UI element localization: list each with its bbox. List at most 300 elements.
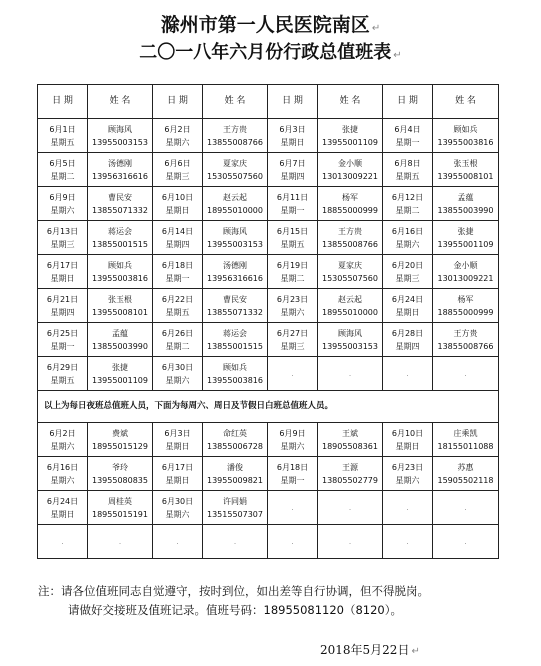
name-cell bbox=[318, 289, 383, 323]
date-text: 6月9日 bbox=[279, 428, 306, 438]
phone-number: 13855003990 bbox=[92, 341, 148, 351]
phone-number: 13855008766 bbox=[207, 137, 263, 147]
person-name: 杨军 bbox=[457, 294, 474, 304]
date-text: 6月26日 bbox=[161, 328, 194, 338]
table-row bbox=[38, 255, 499, 289]
weekday-text: 星期五 bbox=[50, 137, 75, 147]
person-name: 苏惠 bbox=[457, 462, 474, 472]
name-cell bbox=[88, 357, 153, 391]
date-text: 6月15日 bbox=[276, 226, 309, 236]
date-text: 6月23日 bbox=[276, 294, 309, 304]
name-cell bbox=[318, 423, 383, 457]
date-text: 6月17日 bbox=[46, 260, 79, 270]
weekday-text: 星期日 bbox=[395, 307, 420, 317]
date-text: 6月21日 bbox=[46, 294, 79, 304]
date-cell bbox=[38, 491, 88, 525]
footnote bbox=[38, 582, 429, 620]
person-name: 顾海风 bbox=[223, 226, 247, 236]
date-cell bbox=[268, 255, 318, 289]
empty-mark: . bbox=[291, 503, 294, 512]
person-name: 金小顺 bbox=[453, 260, 478, 270]
date-cell bbox=[153, 423, 203, 457]
phone-number: 13955003153 bbox=[207, 239, 263, 249]
empty-mark: . bbox=[406, 503, 409, 512]
name-cell bbox=[433, 153, 499, 187]
person-name: 王方贵 bbox=[453, 328, 478, 338]
name-cell bbox=[318, 323, 383, 357]
name-cell bbox=[318, 187, 383, 221]
date-text: 6月23日 bbox=[391, 462, 424, 472]
date-text: 6月2日 bbox=[164, 124, 191, 134]
date-cell bbox=[153, 357, 203, 391]
weekday-text: 星期五 bbox=[395, 171, 420, 181]
phone-number: 13955003816 bbox=[207, 375, 263, 385]
name-cell bbox=[88, 255, 153, 289]
person-name: 许同娟 bbox=[223, 496, 247, 506]
phone-number: 13955001109 bbox=[92, 375, 148, 385]
person-name: 潘俊 bbox=[227, 462, 243, 472]
weekday-text: 星期日 bbox=[50, 509, 75, 519]
weekday-text: 星期四 bbox=[165, 239, 190, 249]
person-name: 张捷 bbox=[342, 124, 358, 134]
weekday-text: 星期一 bbox=[395, 137, 420, 147]
date-cell bbox=[383, 457, 433, 491]
phone-number: 13955008101 bbox=[437, 171, 494, 181]
phone-number: 13955003816 bbox=[92, 273, 148, 283]
table-row bbox=[38, 491, 499, 525]
weekday-text: 星期二 bbox=[165, 341, 190, 351]
name-cell bbox=[318, 119, 383, 153]
date-cell bbox=[268, 221, 318, 255]
date-text: 6月27日 bbox=[276, 328, 309, 338]
table-row bbox=[38, 119, 499, 153]
person-name: 顾海风 bbox=[338, 328, 362, 338]
date-text: 6月6日 bbox=[164, 158, 191, 168]
date-cell bbox=[383, 221, 433, 255]
date-cell bbox=[38, 423, 88, 457]
empty-cell bbox=[153, 525, 203, 559]
weekday-text: 星期二 bbox=[280, 273, 305, 283]
empty-cell bbox=[268, 357, 318, 391]
header-date: 日 期 bbox=[383, 85, 433, 119]
phone-number: 18955010000 bbox=[322, 307, 378, 317]
date-cell bbox=[153, 221, 203, 255]
table-header-row bbox=[38, 85, 499, 119]
person-name: 顾如兵 bbox=[108, 260, 132, 270]
person-name: 王方贵 bbox=[338, 226, 362, 236]
weekday-text: 星期六 bbox=[280, 307, 305, 317]
person-name: 王源 bbox=[342, 462, 358, 472]
table-row bbox=[38, 187, 499, 221]
phone-number: 13956316616 bbox=[92, 171, 148, 181]
date-cell bbox=[153, 153, 203, 187]
name-cell bbox=[88, 119, 153, 153]
empty-mark: . bbox=[233, 537, 237, 546]
header-name: 姓 名 bbox=[88, 85, 153, 119]
weekday-text: 星期六 bbox=[50, 205, 75, 215]
empty-mark: . bbox=[348, 537, 352, 546]
weekday-text: 星期二 bbox=[50, 171, 75, 181]
date-cell bbox=[153, 457, 203, 491]
empty-cell bbox=[433, 357, 499, 391]
date-cell bbox=[268, 153, 318, 187]
name-cell bbox=[203, 491, 268, 525]
date-text: 6月24日 bbox=[46, 496, 79, 506]
date-cell bbox=[268, 457, 318, 491]
date-cell bbox=[38, 187, 88, 221]
date-cell bbox=[38, 289, 88, 323]
person-name: 顾如兵 bbox=[453, 124, 478, 134]
weekday-text: 星期六 bbox=[165, 375, 190, 385]
name-cell bbox=[203, 153, 268, 187]
weekday-text: 星期一 bbox=[50, 341, 75, 351]
weekday-text: 星期一 bbox=[280, 475, 305, 485]
date-text: 6月2日 bbox=[49, 428, 76, 438]
weekday-text: 星期五 bbox=[280, 239, 305, 249]
duty-table bbox=[37, 84, 499, 559]
empty-cell bbox=[318, 491, 383, 525]
date-cell bbox=[383, 289, 433, 323]
date-cell bbox=[153, 491, 203, 525]
date-cell bbox=[383, 255, 433, 289]
table-row bbox=[38, 289, 499, 323]
date-cell bbox=[38, 357, 88, 391]
phone-number: 18955015129 bbox=[92, 441, 148, 451]
empty-mark: . bbox=[291, 369, 294, 378]
weekday-text: 星期日 bbox=[165, 441, 190, 451]
phone-number: 18955010000 bbox=[207, 205, 263, 215]
phone-number: 15305507560 bbox=[207, 171, 263, 181]
header-name: 姓 名 bbox=[203, 85, 268, 119]
phone-number: 13855003990 bbox=[437, 205, 494, 215]
date-text: 6月3日 bbox=[164, 428, 191, 438]
weekday-text: 星期六 bbox=[395, 475, 420, 485]
name-cell bbox=[433, 221, 499, 255]
header-date: 日 期 bbox=[38, 85, 88, 119]
table-row bbox=[38, 357, 499, 391]
name-cell bbox=[433, 423, 499, 457]
person-name: 孟蕴 bbox=[457, 192, 474, 202]
person-name: 曹民安 bbox=[108, 192, 132, 202]
name-cell bbox=[318, 255, 383, 289]
phone-number: 13955080835 bbox=[92, 475, 148, 485]
person-name: 爷玲 bbox=[112, 462, 128, 472]
date-text: 6月3日 bbox=[279, 124, 306, 134]
weekday-text: 星期六 bbox=[280, 441, 305, 451]
empty-cell bbox=[268, 491, 318, 525]
table-row bbox=[38, 153, 499, 187]
name-cell bbox=[318, 221, 383, 255]
date-cell bbox=[153, 289, 203, 323]
name-cell bbox=[203, 255, 268, 289]
header-name: 姓 名 bbox=[433, 85, 499, 119]
empty-mark: . bbox=[406, 369, 409, 378]
phone-number: 13855071332 bbox=[92, 205, 148, 215]
weekday-text: 星期三 bbox=[50, 239, 75, 249]
weekday-text: 星期四 bbox=[280, 171, 305, 181]
empty-cell bbox=[88, 525, 153, 559]
person-name: 孟蕴 bbox=[112, 328, 128, 338]
empty-cell bbox=[383, 357, 433, 391]
weekday-text: 星期六 bbox=[50, 441, 75, 451]
person-name: 王斌 bbox=[342, 428, 358, 438]
name-cell bbox=[88, 491, 153, 525]
empty-cell bbox=[268, 525, 318, 559]
person-name: 蒋运会 bbox=[223, 328, 247, 338]
date-text: 6月29日 bbox=[46, 362, 79, 372]
empty-cell bbox=[433, 525, 499, 559]
person-name: 蒋运会 bbox=[108, 226, 132, 236]
date-text: 6月19日 bbox=[276, 260, 309, 270]
phone-number: 13855071332 bbox=[207, 307, 263, 317]
name-cell bbox=[203, 221, 268, 255]
weekday-text: 星期三 bbox=[165, 171, 190, 181]
phone-number: 13955001109 bbox=[322, 137, 378, 147]
phone-number: 15905502118 bbox=[437, 475, 494, 485]
name-cell bbox=[88, 457, 153, 491]
phone-number: 13855008766 bbox=[322, 239, 378, 249]
person-name: 张捷 bbox=[112, 362, 128, 372]
date-cell bbox=[268, 423, 318, 457]
weekday-text: 星期四 bbox=[50, 307, 75, 317]
date-cell bbox=[268, 289, 318, 323]
date-cell bbox=[38, 323, 88, 357]
phone-number: 13855001515 bbox=[207, 341, 263, 351]
date-text: 6月8日 bbox=[394, 158, 421, 168]
name-cell bbox=[88, 289, 153, 323]
phone-number: 18955015191 bbox=[92, 509, 148, 519]
empty-cell bbox=[383, 525, 433, 559]
date-cell bbox=[383, 153, 433, 187]
date-text: 6月20日 bbox=[391, 260, 424, 270]
empty-cell bbox=[433, 491, 499, 525]
name-cell bbox=[203, 423, 268, 457]
name-cell bbox=[433, 323, 499, 357]
person-name: 曹民安 bbox=[223, 294, 247, 304]
empty-mark: . bbox=[61, 537, 64, 546]
weekday-text: 星期六 bbox=[395, 239, 420, 249]
date-cell bbox=[38, 221, 88, 255]
weekday-text: 星期五 bbox=[50, 375, 75, 385]
phone-number: 13013009221 bbox=[437, 273, 494, 283]
weekday-text: 星期一 bbox=[165, 273, 190, 283]
name-cell bbox=[433, 289, 499, 323]
person-name: 夏家庆 bbox=[223, 158, 247, 168]
date-text: 6月9日 bbox=[49, 192, 76, 202]
name-cell bbox=[433, 119, 499, 153]
date-cell bbox=[153, 323, 203, 357]
weekday-text: 星期二 bbox=[395, 205, 420, 215]
weekday-text: 星期日 bbox=[280, 137, 305, 147]
name-cell bbox=[433, 187, 499, 221]
name-cell bbox=[88, 323, 153, 357]
header-date: 日 期 bbox=[268, 85, 318, 119]
footnote-line-1: 注：请各位值班同志自觉遵守，按时到位，如出差等自行协调，但不得脱岗。 bbox=[38, 584, 429, 598]
name-cell bbox=[318, 153, 383, 187]
person-name: 命红英 bbox=[223, 428, 247, 438]
person-name: 汤德刚 bbox=[108, 158, 132, 168]
person-name: 张玉根 bbox=[453, 158, 478, 168]
phone-number: 13955003153 bbox=[322, 341, 378, 351]
phone-number: 13855001515 bbox=[92, 239, 148, 249]
name-cell bbox=[88, 153, 153, 187]
date-text: 6月25日 bbox=[46, 328, 79, 338]
separator-text: 以上为每日夜班总值班人员，下面为每周六、周日及节假日白班总值班人员。 bbox=[38, 391, 499, 423]
weekday-text: 星期日 bbox=[165, 205, 190, 215]
phone-number: 13013009221 bbox=[322, 171, 378, 181]
empty-cell bbox=[318, 357, 383, 391]
document-date: 2018年5月22日 ↵ bbox=[320, 643, 420, 657]
name-cell bbox=[88, 221, 153, 255]
empty-mark: . bbox=[348, 369, 352, 378]
person-name: 夏家庆 bbox=[338, 260, 362, 270]
person-name: 赵云起 bbox=[223, 192, 247, 202]
person-name: 顾海风 bbox=[108, 124, 132, 134]
phone-number: 13515507307 bbox=[207, 509, 263, 519]
date-text: 6月1日 bbox=[49, 124, 76, 134]
date-text: 6月22日 bbox=[161, 294, 194, 304]
date-text: 6月30日 bbox=[161, 362, 194, 372]
weekday-text: 星期三 bbox=[280, 341, 305, 351]
date-cell bbox=[153, 255, 203, 289]
date-cell bbox=[383, 323, 433, 357]
name-cell bbox=[203, 323, 268, 357]
phone-number: 13955001109 bbox=[437, 239, 494, 249]
person-name: 顾如兵 bbox=[223, 362, 247, 372]
date-text: 6月11日 bbox=[276, 192, 309, 202]
name-cell bbox=[203, 289, 268, 323]
person-name: 杨军 bbox=[342, 192, 358, 202]
name-cell bbox=[203, 357, 268, 391]
phone-number: 18155011088 bbox=[437, 441, 494, 451]
date-text: 6月16日 bbox=[391, 226, 424, 236]
table-row bbox=[38, 221, 499, 255]
date-text: 6月28日 bbox=[391, 328, 424, 338]
date-text: 6月18日 bbox=[276, 462, 309, 472]
empty-mark: . bbox=[118, 537, 122, 546]
weekday-text: 星期六 bbox=[50, 475, 75, 485]
date-text: 6月10日 bbox=[391, 428, 424, 438]
date-text: 6月12日 bbox=[391, 192, 424, 202]
empty-mark: . bbox=[176, 537, 179, 546]
empty-cell bbox=[203, 525, 268, 559]
name-cell bbox=[203, 457, 268, 491]
weekday-text: 星期四 bbox=[395, 341, 420, 351]
empty-mark: . bbox=[464, 503, 467, 512]
phone-number: 13855008766 bbox=[437, 341, 494, 351]
phone-number: 18855000999 bbox=[437, 307, 494, 317]
person-name: 费斌 bbox=[112, 428, 128, 438]
date-text: 6月10日 bbox=[161, 192, 194, 202]
name-cell bbox=[203, 119, 268, 153]
phone-number: 13805502779 bbox=[322, 475, 378, 485]
footnote-line-2: 请做好交接班及值班记录。值班号码：18955081120（8120）。 bbox=[68, 603, 402, 617]
phone-number: 15305507560 bbox=[322, 273, 378, 283]
person-name: 汤德刚 bbox=[223, 260, 247, 270]
date-text: 6月16日 bbox=[46, 462, 79, 472]
empty-cell bbox=[38, 525, 88, 559]
header-name: 姓 名 bbox=[318, 85, 383, 119]
empty-mark: . bbox=[348, 503, 352, 512]
person-name: 赵云起 bbox=[338, 294, 362, 304]
name-cell bbox=[433, 255, 499, 289]
date-cell bbox=[268, 323, 318, 357]
name-cell bbox=[88, 423, 153, 457]
phone-number: 13955008101 bbox=[92, 307, 148, 317]
weekday-text: 星期一 bbox=[280, 205, 305, 215]
date-text: 6月17日 bbox=[161, 462, 194, 472]
separator-row bbox=[38, 391, 499, 423]
date-cell bbox=[383, 423, 433, 457]
empty-mark: . bbox=[291, 537, 294, 546]
weekday-text: 星期五 bbox=[165, 307, 190, 317]
empty-mark: . bbox=[406, 537, 409, 546]
person-name: 张捷 bbox=[457, 226, 474, 236]
person-name: 周桂英 bbox=[108, 496, 132, 506]
table-row bbox=[38, 323, 499, 357]
date-cell bbox=[38, 153, 88, 187]
phone-number: 13955003153 bbox=[92, 137, 148, 147]
phone-number: 13955003816 bbox=[437, 137, 494, 147]
date-cell bbox=[153, 187, 203, 221]
empty-mark: . bbox=[464, 369, 467, 378]
date-text: 6月24日 bbox=[391, 294, 424, 304]
person-name: 王方贵 bbox=[223, 124, 247, 134]
weekday-text: 星期日 bbox=[165, 475, 190, 485]
date-cell bbox=[383, 119, 433, 153]
phone-number: 13956316616 bbox=[207, 273, 263, 283]
document-subtitle: 二〇一八年六月份行政总值班表 ↵ bbox=[139, 42, 402, 63]
person-name: 庄乘凯 bbox=[453, 428, 478, 438]
date-cell bbox=[38, 255, 88, 289]
name-cell bbox=[318, 457, 383, 491]
date-text: 6月7日 bbox=[279, 158, 306, 168]
phone-number: 13955009821 bbox=[207, 475, 263, 485]
date-cell bbox=[38, 119, 88, 153]
date-cell bbox=[383, 187, 433, 221]
phone-number: 13855006728 bbox=[207, 441, 263, 451]
phone-number: 18855000999 bbox=[322, 205, 378, 215]
person-name: 金小顺 bbox=[338, 158, 362, 168]
person-name: 张玉根 bbox=[108, 294, 132, 304]
name-cell bbox=[433, 457, 499, 491]
weekday-text: 星期日 bbox=[50, 273, 75, 283]
weekday-text: 星期六 bbox=[165, 137, 190, 147]
date-text: 6月13日 bbox=[46, 226, 79, 236]
date-text: 6月5日 bbox=[49, 158, 76, 168]
name-cell bbox=[88, 187, 153, 221]
phone-number: 18905508361 bbox=[322, 441, 378, 451]
empty-cell bbox=[318, 525, 383, 559]
date-cell bbox=[153, 119, 203, 153]
date-text: 6月4日 bbox=[394, 124, 421, 134]
date-cell bbox=[38, 457, 88, 491]
weekday-text: 星期三 bbox=[395, 273, 420, 283]
name-cell bbox=[203, 187, 268, 221]
table-row bbox=[38, 423, 499, 457]
date-cell bbox=[268, 119, 318, 153]
empty-cell bbox=[383, 491, 433, 525]
table-row bbox=[38, 525, 499, 559]
empty-mark: . bbox=[464, 537, 467, 546]
header-date: 日 期 bbox=[153, 85, 203, 119]
weekday-text: 星期六 bbox=[165, 509, 190, 519]
date-text: 6月14日 bbox=[161, 226, 194, 236]
document-title: 滁州市第一人民医院南区 ↵ bbox=[160, 14, 381, 36]
table-row bbox=[38, 457, 499, 491]
weekday-text: 星期日 bbox=[395, 441, 420, 451]
date-text: 6月30日 bbox=[161, 496, 194, 506]
